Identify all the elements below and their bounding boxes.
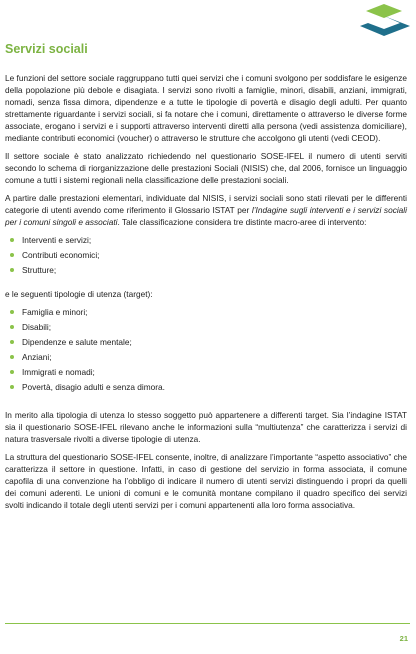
paragraph: Le funzioni del settore sociale raggruppano tutti quei servizi che i comuni svolgono per soddisfare le esigenze della popolazione più debole e disagiata. I servizi sono rivolti a famiglie, minori, disabili, anziani, immigrati, nomadi, senza fissa dimora, dipendenze e a tutte le tipologie di povertà e disagio degli adulti. Per quanto strettamente riguardante i servizi sociali, si fa notare che i comuni, direttamente o attraverso le diverse forme associate, erogano i servizi e i supporti attraverso interventi diretti alla persona (vedi assistenza domiciliare), mediante contributi economici (voucher) o attraverso le strutture che accolgono gli utenti (vedi CEOD).: [5, 73, 407, 143]
list-item: Disabili;: [5, 321, 407, 333]
paragraph: La struttura del questionario SOSE-IFEL consente, inoltre, di analizzare l’importante “aspetto associativo” che caratterizza il settore in questione. Infatti, in caso di gestione del servizio in forma associata, il comune capofila di una convenzione ha l’obbligo di indicare il numero di utenti servizi distinguendo i propri da quelli dei comuni aderenti. Le unioni di comuni e le comunità montane compilano il quadro specifico dei servizi svolti indicando il totale degli utenti servizi per i comuni appartenenti alla loro forma associativa.: [5, 452, 407, 510]
list-item: Anziani;: [5, 351, 407, 363]
list-item: Interventi e servizi;: [5, 234, 407, 246]
list-item: Dipendenze e salute mentale;: [5, 336, 407, 348]
page-number: 21: [399, 634, 408, 643]
footer-divider: [5, 623, 410, 624]
survey-title: l’Indagine sugli interventi e i servizi sociali per i comuni singoli e associati: [5, 205, 407, 227]
list-item: Strutture;: [5, 264, 407, 276]
section-title: Servizi sociali: [5, 42, 88, 56]
list-item: Famiglia e minori;: [5, 306, 407, 318]
list-item: Contributi economici;: [5, 249, 407, 261]
list-item: Povertà, disagio adulti e senza dimora.: [5, 381, 407, 393]
paragraph-text: A partire dalle prestazioni elementari, individuate dal NISIS, i servizi sociali sono stati rilevati per le differenti categorie di utenti avendo come riferimento il Glossario ISTAT per: [5, 193, 407, 215]
paragraph: [5, 192, 407, 228]
macro-area-list: [5, 234, 407, 276]
list-item: Immigrati e nomadi;: [5, 366, 407, 378]
paragraph-text: . Tale classificazione considera tre distinte macro-aree di intervento:: [117, 217, 367, 227]
target-list: [5, 306, 407, 393]
body-text: [5, 72, 407, 517]
paragraph: In merito alla tipologia di utenza lo stesso soggetto può appartenere a differenti target. Sia l’indagine ISTAT sia il questionario SOSE-IFEL rilevano anche le informazioni sulla “multiutenza” che caratterizza i servizi di natura trasversale rivolti a diverse tipologie di utenza.: [5, 410, 407, 444]
logo-chevrons-icon: [356, 2, 414, 38]
paragraph: Il settore sociale è stato analizzato richiedendo nel questionario SOSE-IFEL il numero di utenti serviti secondo lo schema di riorganizzazione delle prestazioni Sociali (NISIS) che, dal 2006, fornisce un linguaggio comune a tutti i sistemi regionali nella classificazione delle prestazioni sociali.: [5, 151, 407, 185]
target-intro: e le seguenti tipologie di utenza (target):: [5, 289, 153, 299]
